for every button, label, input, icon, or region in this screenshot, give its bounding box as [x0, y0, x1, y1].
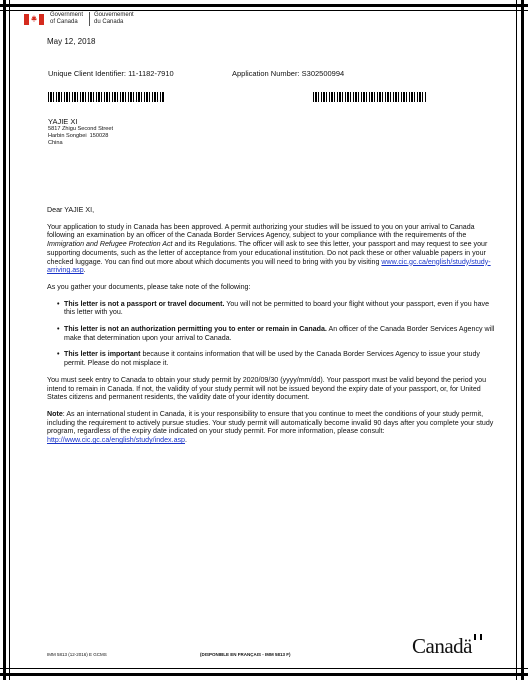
- uci-value: 11-1182-7910: [128, 69, 174, 78]
- application-number: [232, 69, 344, 78]
- uci-barcode: [48, 92, 164, 102]
- act-name: Immigration and Refugee Protection Act: [47, 240, 173, 249]
- list-item: • This letter is not a passport or travel document. You will not be permitted to board your flight without your passport, even if you have this letter with you.: [64, 300, 501, 317]
- paragraph-note-following: As you gather your documents, please take note of the following:: [47, 282, 251, 291]
- form-code: IMM 5813 (12-2016) E GCMS: [47, 652, 107, 657]
- uci-label: Unique Client Identifier:: [48, 69, 126, 78]
- study-info-link[interactable]: http://www.cic.gc.ca/english/study/index.asp: [47, 436, 186, 445]
- left-border: [3, 0, 6, 680]
- bottom-border: [0, 673, 528, 676]
- gov-name-en: Government of Canada: [50, 12, 84, 25]
- top-border-inner: [0, 10, 528, 11]
- recipient-city: Harbin Songbei: [48, 133, 87, 139]
- recipient-name: YAJIE XI: [48, 117, 78, 126]
- canada-flag-icon: [24, 14, 44, 25]
- app-label: Application Number:: [232, 69, 300, 78]
- right-border: [521, 0, 524, 680]
- salutation: Dear YAJIE XI,: [47, 206, 95, 214]
- letter-body: [47, 206, 501, 453]
- right-border-inner: [516, 0, 517, 680]
- government-header: [24, 12, 134, 36]
- recipient-city-line: [48, 133, 113, 140]
- letter-date: May 12, 2018: [47, 37, 96, 46]
- bottom-border-inner: [0, 668, 528, 669]
- left-border-inner: [9, 0, 10, 680]
- paragraph-approval: Your application to study in Canada has been approved. A permit authorizing your studies will be issued to you on your arrival to Canada following an examination by an officer of the Canada Border Services Agency, subject to your compliance with the requirements of the Immigration and Refugee Protection Act and its Regulations. The officer will ask to see this letter, your passport and may request to see your supporting documents, such as the letter of acceptance from your educational institution. Do not pack these or other valuable papers in your checked luggage. You can find out more about which documents you will need to bring with you by visiting www.cic.gc.ca/english/study/study-arriving.asp.: [47, 222, 491, 275]
- canada-wordmark-logo: Canadä: [412, 634, 472, 659]
- important-notes-list: [47, 300, 501, 368]
- list-item: • This letter is not an authorization permitting you to enter or remain in Canada. An officer of the Canada Border Services Agency will make that determination upon your arrival to Canada.: [64, 325, 501, 342]
- top-border: [0, 4, 528, 7]
- french-availability: (DISPONIBLE EN FRANÇAIS - IMM 5813 F): [200, 652, 291, 657]
- gov-name-fr: Gouvernement du Canada: [89, 12, 134, 26]
- recipient-country: China: [48, 140, 63, 146]
- application-barcode: [313, 92, 427, 102]
- wordmark-flag-icon: [474, 634, 482, 640]
- paragraph-note: Note: As an international student in Canada, it is your responsibility to ensure that you continue to meet the conditions of your study permit, including the requirement to actively pursue studies. Your study permit will automatically become invalid 90 days after you complete your study program, regardless of the expiry date indicated on your study permit. For more information, please consult: http://www.cic.gc.ca/english/study/index.asp.: [47, 409, 494, 445]
- recipient-postal: 150028: [89, 133, 109, 139]
- study-arriving-link[interactable]: www.cic.gc.ca/english/study/study-arriving.asp: [47, 257, 491, 275]
- app-value: S302500994: [301, 69, 345, 78]
- list-item: • This letter is important because it contains information that will be used by the Canada Border Services Agency to issue your study permit. Please do not misplace it.: [64, 350, 501, 367]
- uci: [48, 69, 174, 78]
- entry-deadline-date: 2020/09/30: [242, 375, 279, 384]
- recipient-street: 5817 Zhigu Second Street: [48, 126, 113, 132]
- recipient-address: [48, 117, 113, 147]
- paragraph-entry-deadline: You must seek entry to Canada to obtain your study permit by 2020/09/30 (yyyy/mm/dd). Your passport must be valid beyond the period you intend to remain in Canada. If not, the validity of your study permit will not be issued beyond the expiry date of your passport, or, for United States citizens and permanent residents, the validity date of your identity document.: [47, 375, 487, 402]
